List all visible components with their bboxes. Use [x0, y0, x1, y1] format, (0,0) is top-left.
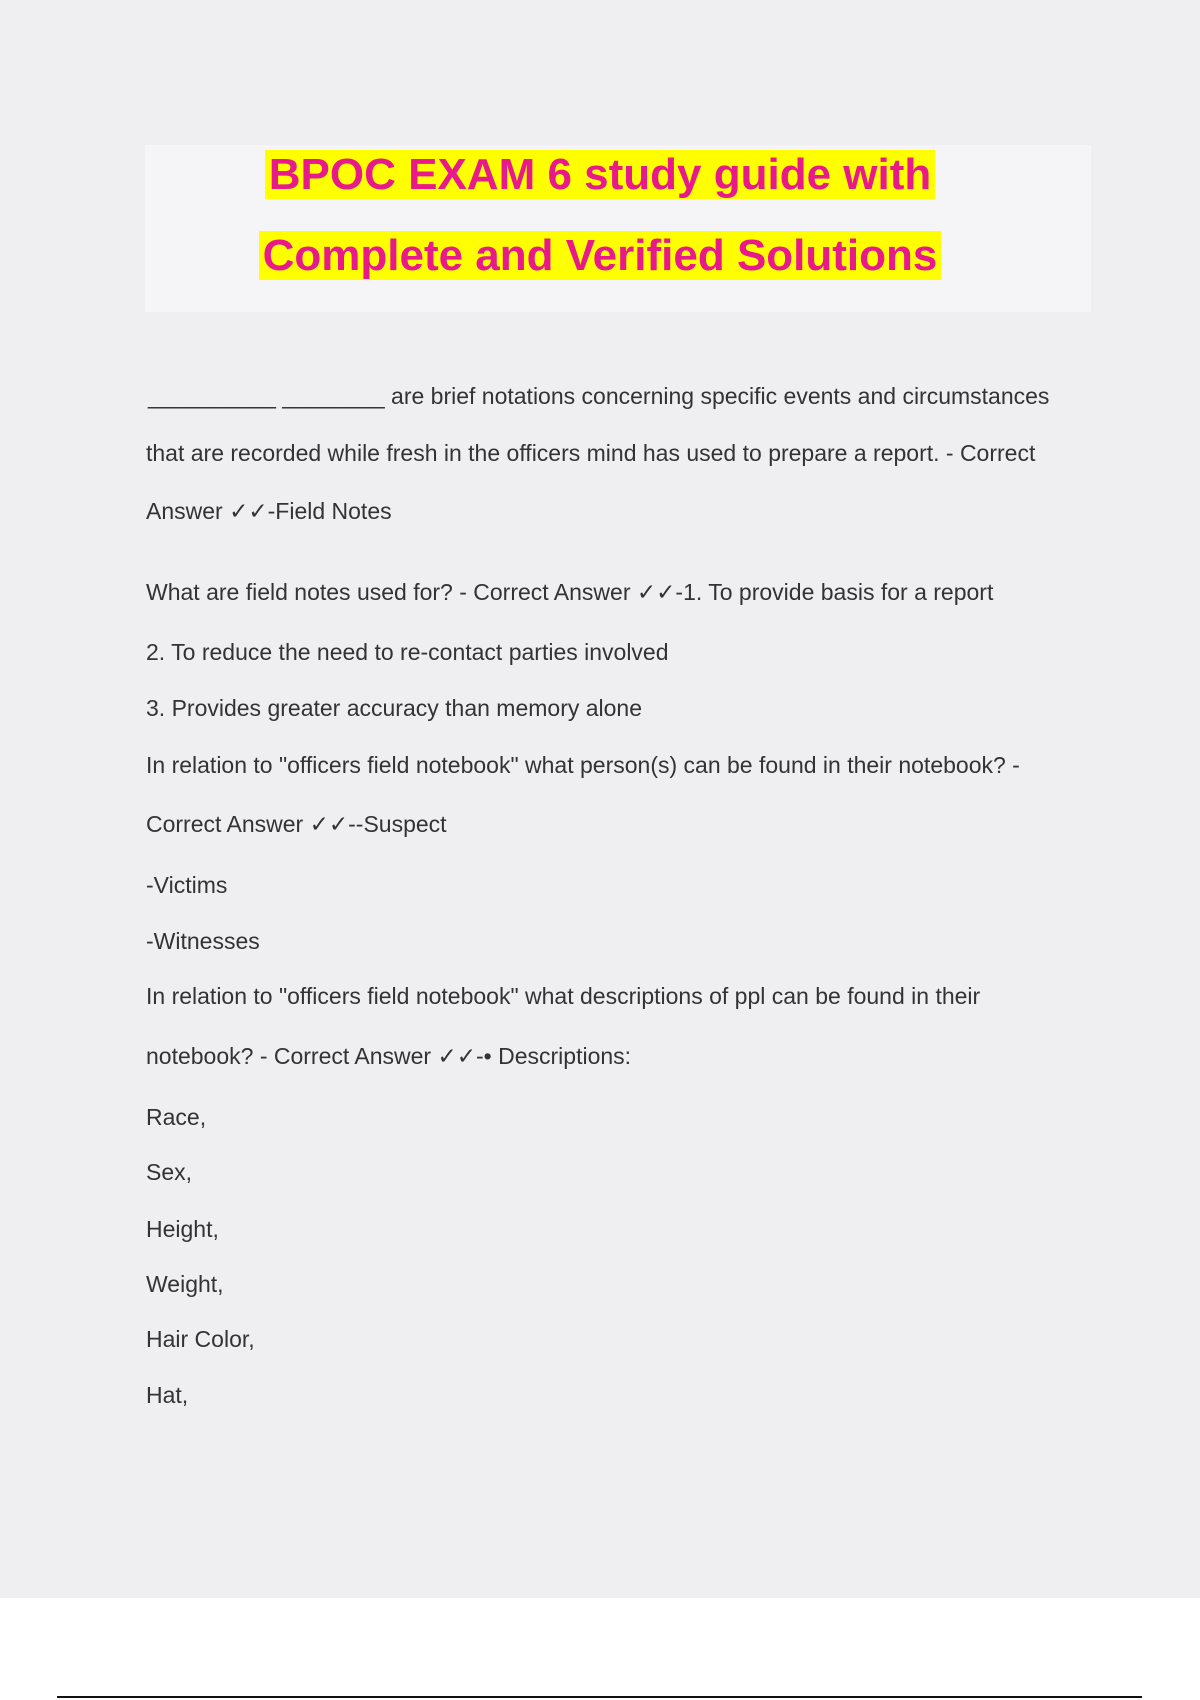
text-line: In relation to "officers field notebook" what person(s) can be found in their notebook? -: [146, 752, 1020, 778]
document-title-line-2: [0, 227, 1200, 285]
text-line: 3. Provides greater accuracy than memory alone: [146, 695, 643, 721]
text-line: Weight,: [146, 1271, 224, 1297]
text-line: -Victims: [146, 872, 228, 898]
text-line: Hat,: [146, 1382, 189, 1408]
footer-rule: [57, 1696, 1142, 1698]
title-line-2-text: Complete and Verified Solutions: [259, 231, 942, 280]
text-line: Answer ✓✓-Field Notes: [146, 498, 392, 524]
page-bottom-margin: [0, 1598, 1200, 1700]
title-line-1-text: BPOC EXAM 6 study guide with: [265, 150, 936, 199]
text-line: __________ ________ are brief notations concerning specific events and circumstances: [148, 383, 1050, 409]
text-line: -Witnesses: [146, 928, 260, 954]
text-line: notebook? - Correct Answer ✓✓-• Descriptions:: [146, 1043, 632, 1069]
text-line: 2. To reduce the need to re-contact parties involved: [146, 639, 669, 665]
text-line: Hair Color,: [146, 1326, 255, 1352]
text-line: Sex,: [146, 1159, 193, 1185]
text-line: Race,: [146, 1104, 207, 1130]
text-line: Correct Answer ✓✓--Suspect: [146, 811, 447, 837]
text-line: In relation to "officers field notebook" what descriptions of ppl can be found in their: [146, 983, 981, 1009]
text-line: Height,: [146, 1216, 219, 1242]
text-line: that are recorded while fresh in the officers mind has used to prepare a report. - Correct: [146, 440, 1036, 466]
document-title-line-1: [0, 146, 1200, 204]
text-line: What are field notes used for? - Correct Answer ✓✓-1. To provide basis for a report: [146, 579, 994, 605]
